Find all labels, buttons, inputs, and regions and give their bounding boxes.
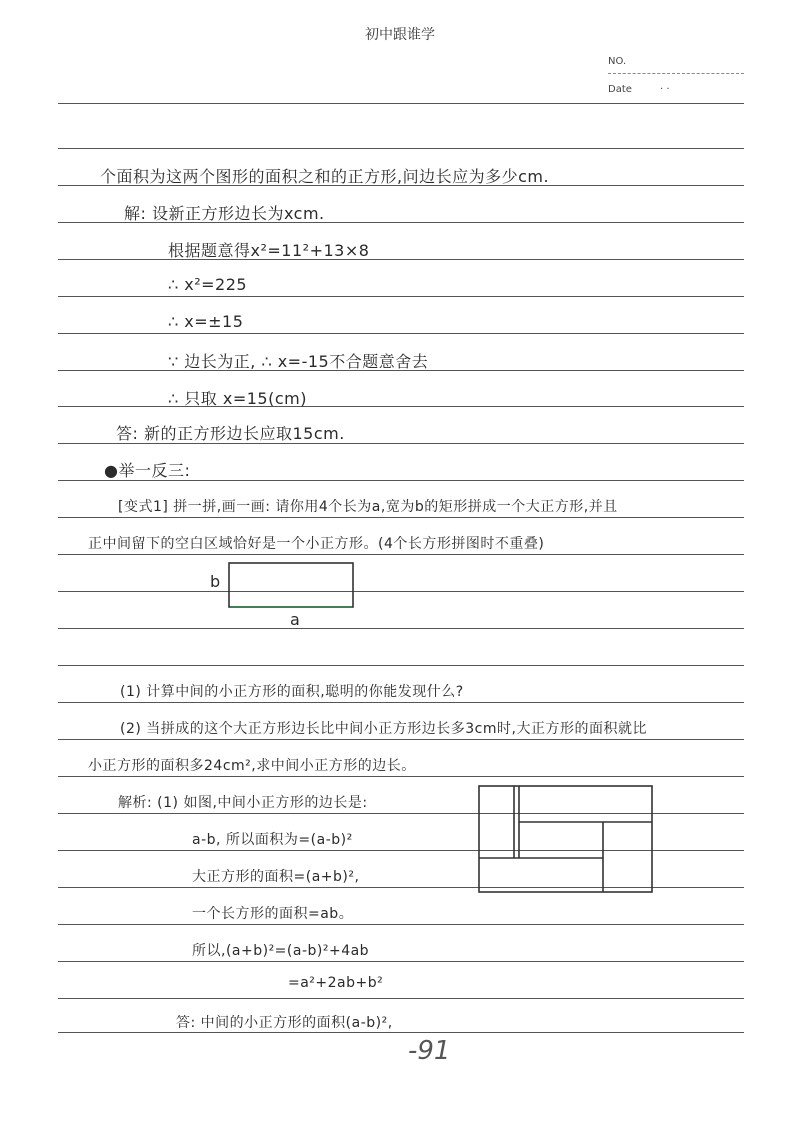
text-line-21: 答: 中间的小正方形的面积(a-b)², bbox=[176, 1015, 393, 1031]
text-line-18: 一个长方形的面积=ab。 bbox=[192, 906, 354, 922]
text-line-3: 根据题意得x²=11²+13×8 bbox=[168, 241, 370, 260]
label-a: a bbox=[290, 610, 301, 629]
text-line-9: ●举一反三: bbox=[104, 461, 191, 480]
text-line-8: 答: 新的正方形边长应取15cm. bbox=[116, 424, 345, 443]
rectangle-figure bbox=[229, 563, 353, 607]
text-line-17: 大正方形的面积=(a+b)², bbox=[192, 869, 360, 885]
text-line-16: a-b, 所以面积为=(a-b)² bbox=[192, 832, 353, 848]
text-line-15: 解析: (1) 如图,中间小正方形的边长是: bbox=[118, 795, 368, 811]
no-label: NO. bbox=[608, 56, 627, 67]
header-title: 初中跟谁学 bbox=[365, 27, 435, 43]
text-line-11: 正中间留下的空白区域恰好是一个小正方形。(4个长方形拼图时不重叠) bbox=[88, 536, 545, 552]
text-line-12: (1) 计算中间的小正方形的面积,聪明的你能发现什么? bbox=[120, 684, 464, 700]
text-line-10: [变式1] 拼一拼,画一画: 请你用4个长为a,宽为b的矩形拼成一个大正方形,并且 bbox=[118, 499, 618, 515]
date-label: Date bbox=[608, 84, 632, 95]
text-line-2: 解: 设新正方形边长为xcm. bbox=[124, 204, 325, 223]
text-line-7: ∴ 只取 x=15(cm) bbox=[168, 389, 307, 408]
text-line-20: =a²+2ab+b² bbox=[288, 975, 384, 991]
label-b: b bbox=[210, 572, 221, 591]
text-line-13: (2) 当拼成的这个大正方形边长比中间小正方形边长多3cm时,大正方形的面积就比 bbox=[120, 721, 647, 737]
text-line-19: 所以,(a+b)²=(a-b)²+4ab bbox=[192, 943, 370, 959]
square-composition-figure bbox=[479, 786, 652, 892]
text-line-4: ∴ x²=225 bbox=[168, 275, 248, 294]
text-line-6: ∵ 边长为正, ∴ x=-15不合题意舍去 bbox=[168, 352, 429, 371]
text-line-5: ∴ x=±15 bbox=[168, 312, 244, 331]
text-line-14: 小正方形的面积多24cm²,求中间小正方形的边长。 bbox=[88, 758, 416, 774]
page-number: -91 bbox=[408, 1036, 451, 1066]
text-line-1: 个面积为这两个图形的面积之和的正方形,问边长应为多少cm. bbox=[100, 167, 550, 186]
date-dots: · · bbox=[660, 84, 670, 95]
big-square-outline bbox=[479, 786, 652, 892]
